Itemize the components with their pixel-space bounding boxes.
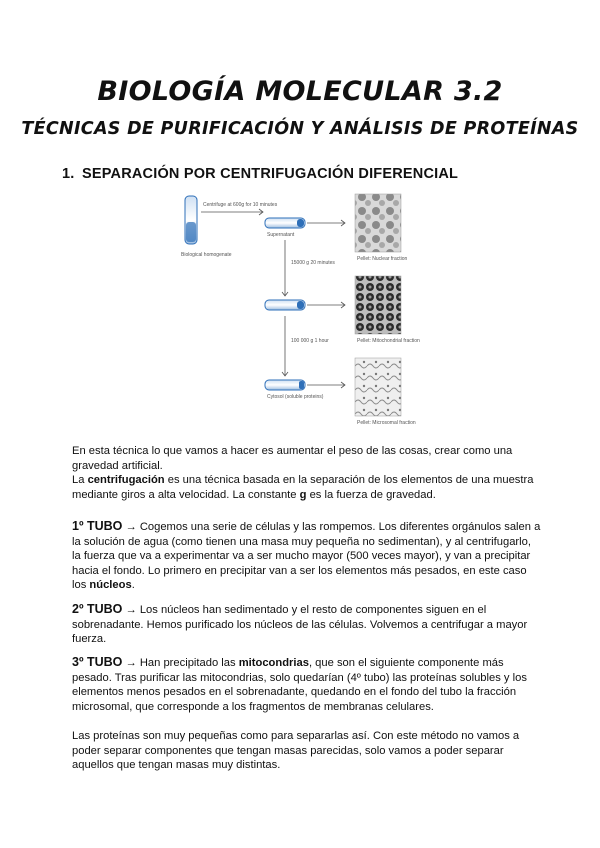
text-run: Cogemos una serie de células y las rompemos. Los diferentes orgánulos salen a la solución de agua (como tienen una masa muy pequeña no sedimentan), y al centrifugarlo, la fuerza que va a experimentar va a ser mucho mayor (500 veces mayor), y van a precipitar hacia el fondo. Lo primero en precipitar van a ser los elementos más pesados, en este caso los <box>72 521 541 592</box>
centrifuge-tube-2 <box>265 300 305 310</box>
arrow-icon <box>307 302 345 308</box>
homogenate-label: Biological homogenate <box>181 252 232 258</box>
cytosol-label: Cytosol (soluble proteins) <box>267 394 324 400</box>
tube-1-label: 1º TUBO <box>72 519 123 533</box>
text-run: , que son el siguiente componente más pesado. Tras purificar las mitocondrias, solo quedarían (4º tubo) las proteínas solubles y los elementos menos pesados en el sobrenadante, quedando en el fondo del tubo la fracción microsomal, que corresponde a los fragmentos de membranas celulares. <box>72 657 527 713</box>
arrow-text: → <box>122 657 140 669</box>
arrow-icon <box>307 382 345 388</box>
text-run: es la fuerza de gravedad. <box>306 488 436 501</box>
tube-2-label: 2º TUBO <box>72 602 123 616</box>
mitochondrial-fraction-micrograph <box>355 276 401 334</box>
arrow-text: → <box>122 604 140 616</box>
pellet1-label: Pellet: Nuclear fraction <box>357 256 408 262</box>
spin3-label: 100 000 g 1 hour <box>291 338 329 344</box>
section-number: 1. <box>62 166 75 182</box>
text-run: es una técnica basada en la separación de los elementos de una muestra mediante giros a alta velocidad. La constante <box>72 474 534 501</box>
document-title: BIOLOGÍA MOLECULAR 3.2 <box>97 76 503 107</box>
arrow-icon <box>282 240 288 296</box>
tube-3-paragraph <box>72 655 542 714</box>
document-subtitle: TÉCNICAS DE PURIFICACIÓN Y ANÁLISIS DE PROTEÍNAS <box>21 119 579 139</box>
pellet3-label: Pellet: Microsomal fraction <box>357 420 416 426</box>
arrow-icon <box>307 220 345 226</box>
centrifuge-tube-3 <box>265 380 305 390</box>
microsomal-fraction-micrograph <box>355 358 401 416</box>
nuclear-fraction-micrograph <box>355 194 401 252</box>
spin1-label: Centrifuge at 600g for 10 minutes <box>203 202 278 208</box>
intro-paragraph-2 <box>72 473 542 502</box>
arrow-icon <box>282 316 288 376</box>
arrow-text: → <box>122 521 140 533</box>
section-heading <box>62 166 458 182</box>
supernatant-label: Supernatant <box>267 232 295 238</box>
pellet2-label: Pellet: Mitochondrial fraction <box>357 338 420 344</box>
tube-2-paragraph <box>72 602 542 647</box>
arrow-icon <box>201 209 263 215</box>
keyword-centrifugacion: centrifugación <box>87 474 165 486</box>
homogenate-tube <box>185 196 197 244</box>
centrifuge-tube-1 <box>265 218 305 228</box>
intro-paragraph-1: En esta técnica lo que vamos a hacer es aumentar el peso de las cosas, crear como una gravedad artificial. <box>72 445 513 472</box>
keyword-mitocondrias: mitocondrias <box>238 657 309 669</box>
tube-3-label: 3º TUBO <box>72 655 123 669</box>
spin2-label: 15000 g 20 minutes <box>291 260 335 266</box>
tube-1-paragraph <box>72 519 542 593</box>
text-run: Han precipitado las <box>139 657 239 669</box>
keyword-g: g <box>299 488 307 501</box>
text-run: Los núcleos han sedimentado y el resto de componentes siguen en el sobrenadante. Hemos purificado los núcleos de las células. Volvemos a centrifugar a mayor fuerza. <box>72 604 528 646</box>
section-title: SEPARACIÓN POR CENTRIFUGACIÓN DIFERENCIAL <box>82 166 459 182</box>
text-run: . <box>131 579 135 592</box>
text-run: La <box>72 474 88 486</box>
closing-paragraph: Las proteínas son muy pequeñas como para separarlas así. Con este método no vamos a poder separar componentes que tengan masas parecidas, solo vamos a poder separar aquellos que tengan masas muy distintas. <box>72 730 520 772</box>
centrifugation-figure <box>175 192 425 432</box>
keyword-nucleos: núcleos <box>89 579 132 592</box>
